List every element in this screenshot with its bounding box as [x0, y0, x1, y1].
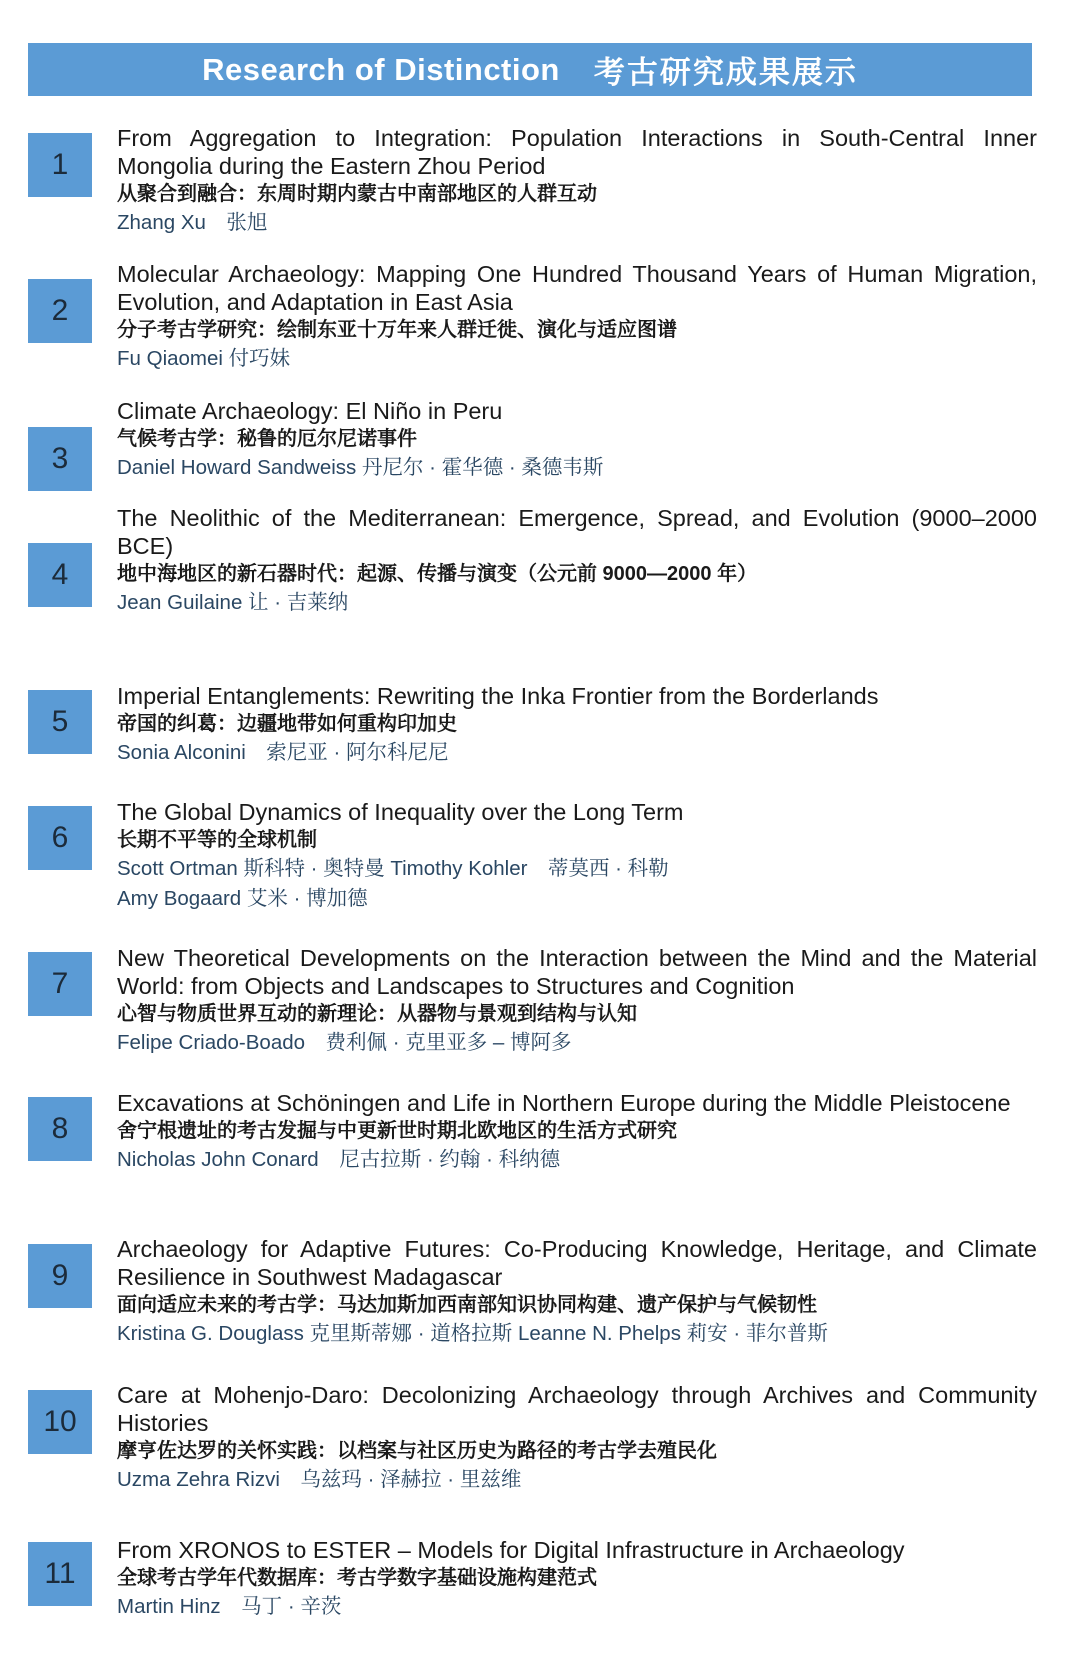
item-authors: Daniel Howard Sandweiss 丹尼尔 · 霍华德 · 桑德韦斯: [117, 456, 604, 479]
item-title: Molecular Archaeology: Mapping One Hundred Thousand Years of Human Migration, Evolution, and Adaptation in East Asia: [117, 261, 1037, 315]
page-banner: [28, 43, 1032, 96]
item-number-badge: [28, 952, 92, 1016]
item-authors-line2: Amy Bogaard 艾米 · 博加德: [117, 887, 368, 910]
item-title-zh: 分子考古学研究：绘制东亚十万年来人群迁徙、演化与适应图谱: [117, 319, 677, 341]
item-title-zh: 长期不平等的全球机制: [117, 829, 317, 851]
item-title: The Global Dynamics of Inequality over the Long Term: [117, 799, 684, 825]
item-number-badge: [28, 806, 92, 870]
item-number: 6: [51, 821, 69, 854]
item-number: 2: [51, 294, 69, 327]
item-title: Archaeology for Adaptive Futures: Co-Producing Knowledge, Heritage, and Climate Resilience in Southwest Madagascar: [117, 1236, 1037, 1290]
item-title-zh: 全球考古学年代数据库：考古学数字基础设施构建范式: [117, 1567, 597, 1589]
item-title: The Neolithic of the Mediterranean: Emergence, Spread, and Evolution (9000–2000 BCE): [117, 505, 1037, 559]
item-authors: Nicholas John Conard 尼古拉斯 · 约翰 · 科纳德: [117, 1148, 561, 1171]
item-number: 10: [43, 1405, 77, 1438]
item-number-badge: [28, 1542, 92, 1606]
item-title: From XRONOS to ESTER – Models for Digital Infrastructure in Archaeology: [117, 1537, 905, 1563]
item-number: 9: [51, 1259, 69, 1292]
item-authors: Kristina G. Douglass 克里斯蒂娜 · 道格拉斯 Leanne N. Phelps 莉安 · 菲尔普斯: [117, 1322, 828, 1345]
item-number-badge: [28, 1390, 92, 1454]
item-title-zh: 地中海地区的新石器时代：起源、传播与演变（公元前 9000—2000 年）: [117, 563, 758, 585]
item-authors: Jean Guilaine 让 · 吉莱纳: [117, 591, 349, 614]
item-number: 7: [51, 967, 69, 1000]
item-title-zh: 面向适应未来的考古学：马达加斯加西南部知识协同构建、遗产保护与气候韧性: [117, 1294, 817, 1316]
item-title: From Aggregation to Integration: Population Interactions in South-Central Inner Mongolia during the Eastern Zhou Period: [117, 125, 1037, 179]
item-authors: Uzma Zehra Rizvi 乌兹玛 · 泽赫拉 · 里兹维: [117, 1468, 522, 1491]
item-title: Imperial Entanglements: Rewriting the Inka Frontier from the Borderlands: [117, 683, 879, 709]
item-title-zh: 摩亨佐达罗的关怀实践：以档案与社区历史为路径的考古学去殖民化: [117, 1440, 717, 1462]
item-authors: Felipe Criado-Boado 费利佩 · 克里亚多 – 博阿多: [117, 1031, 572, 1054]
item-title: Excavations at Schöningen and Life in Northern Europe during the Middle Pleistocene: [117, 1090, 1011, 1116]
item-number-badge: [28, 427, 92, 491]
item-title-zh: 舍宁根遗址的考古发掘与中更新世时期北欧地区的生活方式研究: [117, 1120, 677, 1142]
item-title: New Theoretical Developments on the Interaction between the Mind and the Material World: from Objects and Landscapes to Structures and Cognition: [117, 945, 1037, 999]
item-authors: Fu Qiaomei 付巧妹: [117, 347, 291, 370]
item-title-zh: 气候考古学：秘鲁的厄尔尼诺事件: [117, 428, 417, 450]
item-number: 8: [51, 1112, 69, 1145]
item-number-badge: [28, 690, 92, 754]
item-number-badge: [28, 543, 92, 607]
item-number: 1: [51, 148, 69, 181]
item-title-zh: 从聚合到融合：东周时期内蒙古中南部地区的人群互动: [117, 183, 597, 205]
item-number-badge: [28, 1244, 92, 1308]
item-number: 3: [51, 442, 69, 475]
item-title-zh: 心智与物质世界互动的新理论：从器物与景观到结构与认知: [117, 1003, 637, 1025]
item-number-badge: [28, 133, 92, 197]
item-authors: Sonia Alconini 索尼亚 · 阿尔科尼尼: [117, 741, 449, 764]
item-title: Care at Mohenjo-Daro: Decolonizing Archaeology through Archives and Community Histories: [117, 1382, 1037, 1436]
item-title: Climate Archaeology: El Niño in Peru: [117, 398, 503, 424]
item-authors: Scott Ortman 斯科特 · 奥特曼 Timothy Kohler 蒂莫西 · 科勒: [117, 857, 669, 880]
item-authors: Martin Hinz 马丁 · 辛茨: [117, 1595, 342, 1618]
item-number-badge: [28, 1097, 92, 1161]
banner-title-en: Research of Distinction: [202, 51, 560, 87]
item-number-badge: [28, 279, 92, 343]
item-authors: Zhang Xu 张旭: [117, 211, 268, 234]
item-number: 5: [51, 705, 69, 738]
item-number: 4: [51, 558, 69, 591]
banner-title-zh: 考古研究成果展示: [593, 55, 858, 90]
item-number: 11: [44, 1557, 76, 1590]
item-title-zh: 帝国的纠葛：边疆地带如何重构印加史: [117, 713, 457, 735]
